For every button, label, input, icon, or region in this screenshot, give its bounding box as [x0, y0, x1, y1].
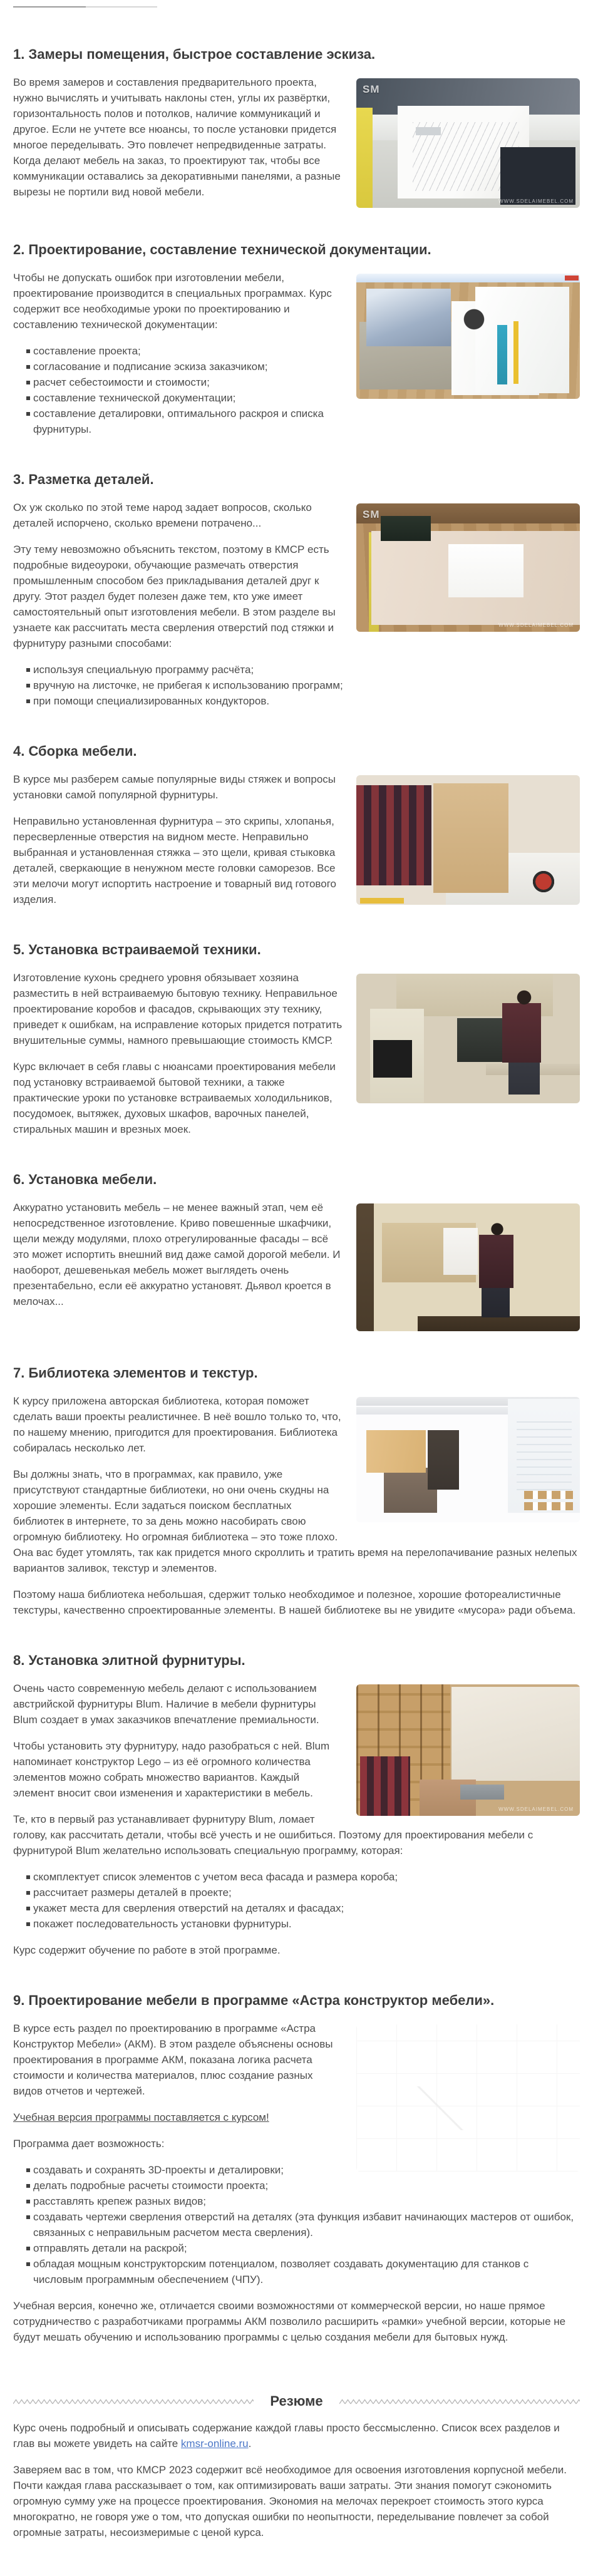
photo-measuring-sketch	[356, 78, 580, 208]
paragraph: Учебная версия, конечно же, отличается своими возможностями от коммерческой версии, но наше прямое сотрудничество с разработчиками программы АКМ позволило расширить «рамки» учебной версии, которые не будут мешать обучению и использованию программы с целью создания мебели для бытовых нужд.	[13, 2300, 566, 2343]
underlined-note: Учебная версия программы поставляется с курсом!	[13, 2111, 269, 2123]
bullet-item: укажет места для сверления отверстий на деталях и фасадах;	[13, 1900, 580, 1916]
course-section	[13, 1341, 580, 1629]
paragraph: Эту тему невозможно объяснить текстом, поэтому в КМСР есть подробные видеоуроки, обучающие размечать отверстия промышленным способом без прикладывания деталей друг к другу. Этот раздел будет полезен даже тем, кто уже имеет самостоятельный опыт изготовления мебели. В этом разделе вы узнаете как рассчитать места сверления отверстий под стяжки и фурнитуру разными способами:	[13, 544, 336, 649]
paragraph: Те, кто в первый раз устанавливает фурнитуру Blum, ломает голову, как рассчитать детали, чтобы всё учесть и не ошибиться. Поэтому для проектирования мебели с фурнитурой Blum желательно использовать специальную программу, которая:	[13, 1813, 534, 1857]
bullet-item: обладая мощным конструкторским потенциалом, позволяет создавать документацию для станков с числовым программным обеспечением (ЧПУ).	[13, 2256, 580, 2287]
paragraph: Во время замеров и составления предварительного проекта, нужно вычислять и учитывать наклоны стен, углы их развёртки, горизонтальность полов и потолков, наличие коммуникаций и другое. Если не учтете все нюансы, то после установки придется многое переделывать. Это повлечет непредвиденные затраты. Когда делают мебель на заказ, то проектируют так, чтобы все коммуникации оставались за декоративными панелями, а разные вырезы не портили вид новой мебели.	[13, 76, 341, 198]
section-heading: 4. Сборка мебели.	[13, 743, 137, 759]
screenshot-texture-library	[356, 1397, 580, 1522]
paragraph: Вы должны знать, что в программах, как правило, уже присутствуют стандартные библиотеки, но они очень скудны на хорошие элементы. Если задаться поиском бесплатных библиотек в интернете, то за день можно насобирать свою огромную библиотеку. Но огромная библиотека – это тоже плохо. Она вас будет утомлять, так как придется много скроллить и тратить время на перелопачивание разных нелепых вариантов заливок, текстур и элементов.	[13, 1468, 577, 1574]
bullet-list	[13, 343, 580, 437]
paragraph: Изготовление кухонь среднего уровня обязывает хозяина разместить в ней встраиваемую бытовую технику. Неправильное проектирование коробов и фасадов, скрывающих эту технику, приведет к ошибкам, на исправление которых придется потратить внушительные суммы, намного превышающие стоимость КМСР.	[13, 972, 343, 1046]
bullet-item: расчет себестоимости и стоимости;	[13, 374, 580, 390]
paragraph: К курсу приложена авторская библиотека, которая поможет сделать ваши проекты реалистичнее. В неё вошло только то, что, по нашему мнению, пригодится для проектирования. Библиотека собиралась несколько лет.	[13, 1395, 341, 1454]
resume-text-after-link: .	[248, 2438, 252, 2450]
course-section	[13, 448, 580, 719]
photo-watermark-site: WWW.SDELAIMEBEL.COM	[498, 1806, 574, 1812]
bullet-item: составление деталировки, оптимального раскроя и списка фурнитуры.	[13, 406, 580, 437]
section-heading: 6. Установка мебели.	[13, 1172, 157, 1187]
divider-segment-dark	[13, 6, 86, 8]
screenshot-akm-program	[356, 2024, 580, 2172]
photo-furniture-assembly	[356, 775, 580, 905]
zigzag-divider-right	[339, 2399, 580, 2404]
course-section	[13, 918, 580, 1148]
bullet-list	[13, 1869, 580, 1932]
paragraph: Очень часто современную мебель делают с использованием австрийской фурнитуры Blum. Наличие в мебели фурнитуры Blum создает в умах заказчиков впечатление премиальности.	[13, 1682, 319, 1726]
section-heading: 1. Замеры помещения, быстрое составление эскиза.	[13, 46, 376, 62]
paragraph: Курс содержит обучение по работе в этой программе.	[13, 1944, 281, 1956]
zigzag-divider-left	[13, 2399, 254, 2404]
photo-blum-hardware	[356, 1684, 580, 1816]
photo-watermark-logo: SM	[363, 83, 380, 95]
course-section	[13, 1969, 580, 2356]
bullet-item: делать подробные расчеты стоимости проекта;	[13, 2178, 580, 2193]
photo-marking-parts	[356, 503, 580, 632]
bullet-item: отправлять детали на раскрой;	[13, 2240, 580, 2256]
paragraph: Неправильно установленная фурнитура – это скрипы, хлопанья, пересверленные отверстия на видном месте. Неправильно выбранная и установленная стяжка – это щели, кривая стыковка деталей, сверкающие в ненужном месте головки саморезов. Все эти мелочи могут испортить настроение и товарный вид готового изделия.	[13, 815, 336, 905]
paragraph: Программа дает возможность:	[13, 2138, 165, 2150]
section-heading: 9. Проектирование мебели в программе «Астра конструктор мебели».	[13, 1992, 495, 2008]
photo-furniture-installation	[356, 1203, 580, 1331]
paragraph: В курсе мы разберем самые популярные виды стяжек и вопросы установки самой популярной фурнитуры.	[13, 773, 336, 801]
resume-paragraph: Заверяем вас в том, что КМСР 2023 содержит всё необходимое для освоения изготовления корпусной мебели. Почти каждая глава рассказывает о том, как оптимизировать ваши затраты. Эти знания помогут сэкономить огромную сумму уже на процессе проектирования. Экономия на мелочах перекроет стоимость этого курса многократно, не говоря уже о том, что допуская ошибки по неопытности, переделывание повлечет за собой огромные затраты, несоизмеримые с ценой курса.	[13, 2464, 567, 2538]
paragraph: Чтобы установить эту фурнитуру, надо разобраться с ней. Blum напоминает конструктор Lego – из её огромного количества элементов можно собрать множество вариантов. Каждый элемент вносит свои изменения и характеристики в мебель.	[13, 1740, 330, 1799]
resume-paragraph	[13, 2420, 580, 2451]
photo-builtin-appliances	[356, 974, 580, 1103]
site-link[interactable]: kmsr-online.ru	[180, 2438, 249, 2450]
bullet-item: согласование и подписание эскиза заказчиком;	[13, 359, 580, 374]
bullet-item: рассчитает размеры деталей в проекте;	[13, 1885, 580, 1900]
section-heading: 5. Установка встраиваемой техники.	[13, 942, 261, 957]
article-page	[0, 6, 593, 2576]
paragraph: Курс включает в себя главы с нюансами проектирования мебели под установку встраиваемой бытовой техники, а также практические уроки по установке встраиваемых холодильников, посудомоек, вытяжек, духовых шкафов, варочных панелей, стиральных машин и врезных моек.	[13, 1061, 336, 1135]
resume-title: Резюме	[270, 2393, 323, 2409]
paragraph: Аккуратно установить мебель – не менее важный этап, чем её непосредственное изготовление. Криво повешенные шкафчики, щели между модулями, плохо отрегулированные фасады – всё это может испортить внешний вид даже самой дорогой мебели. И наоборот, дешевенькая мебель может выглядеть очень презентабельно, если её аккуратно установят. Дьявол кроется в мелочах...	[13, 1202, 341, 1307]
resume-header	[13, 2393, 580, 2409]
course-section	[13, 1148, 580, 1341]
course-section	[13, 1629, 580, 1969]
bullet-item: покажет последовательность установки фурнитуры.	[13, 1916, 580, 1932]
divider-segment-light	[86, 6, 157, 8]
course-section	[13, 719, 580, 918]
bullet-item: при помощи специализированных кондукторов.	[13, 693, 580, 709]
bullet-item: создавать и сохранять 3D-проекты и деталировки;	[13, 2162, 580, 2178]
photo-watermark-logo: SM	[363, 508, 380, 520]
photo-watermark-site: WWW.SDELAIMEBEL.COM	[498, 198, 574, 204]
bullet-item: расставлять крепеж разных видов;	[13, 2193, 580, 2209]
bullet-item: составление технической документации;	[13, 390, 580, 406]
resume-text-before-link: Курс очень подробный и описывать содержание каждой главы просто бессмысленно. Список всех разделов и глав вы можете увидеть на сайте	[13, 2422, 560, 2450]
section-heading: 7. Библиотека элементов и текстур.	[13, 1365, 258, 1381]
bullet-item: вручную на листочке, не прибегая к использованию программ;	[13, 677, 580, 693]
resume-section	[13, 2393, 580, 2540]
course-section	[13, 23, 580, 218]
course-section	[13, 218, 580, 448]
sections	[13, 23, 580, 2356]
bullet-item: используя специальную программу расчёта;	[13, 662, 580, 677]
bullet-item: создавать чертежи сверления отверстий на деталях (эта функция избавит начинающих мастеров от ошибок, связанных с неправильным расчетом места сверления).	[13, 2209, 580, 2240]
section-heading: 8. Установка элитной фурнитуры.	[13, 1652, 245, 1668]
section-heading: 2. Проектирование, составление технической документации.	[13, 242, 431, 257]
paragraph: Поэтому наша библиотека небольшая, сдержит только необходимое и полезное, хорошие фотореалистичные текстуры, качественно спроектированные элементы. В нашей библиотеке вы не увидите «мусора» ради объема.	[13, 1589, 576, 1616]
top-divider	[13, 6, 580, 8]
paragraph: Ох уж сколько по этой теме народ задает вопросов, сколько деталей испорчено, сколько времени потрачено...	[13, 502, 312, 529]
bullet-list	[13, 2162, 580, 2287]
bullet-item: составление проекта;	[13, 343, 580, 359]
paragraph: Чтобы не допускать ошибок при изготовлении мебели, проектирование производится в специальных программах. Курс содержит все необходимые уроки по проектированию и составлению технической документации:	[13, 272, 332, 331]
section-heading: 3. Разметка деталей.	[13, 471, 154, 487]
bullet-item: скомплектует список элементов с учетом веса фасада и размера короба;	[13, 1869, 580, 1885]
photo-watermark-site: WWW.SDELAIMEBEL.COM	[498, 622, 574, 628]
bullet-list	[13, 662, 580, 709]
paragraph: В курсе есть раздел по проектированию в программе «Астра Конструктор Мебели» (АКМ). В этом разделе объяснены основы проектирования в программе АКМ, показана логика расчета стоимости и количества материалов, плюс создание разных видов отчетов и чертежей.	[13, 2022, 333, 2097]
